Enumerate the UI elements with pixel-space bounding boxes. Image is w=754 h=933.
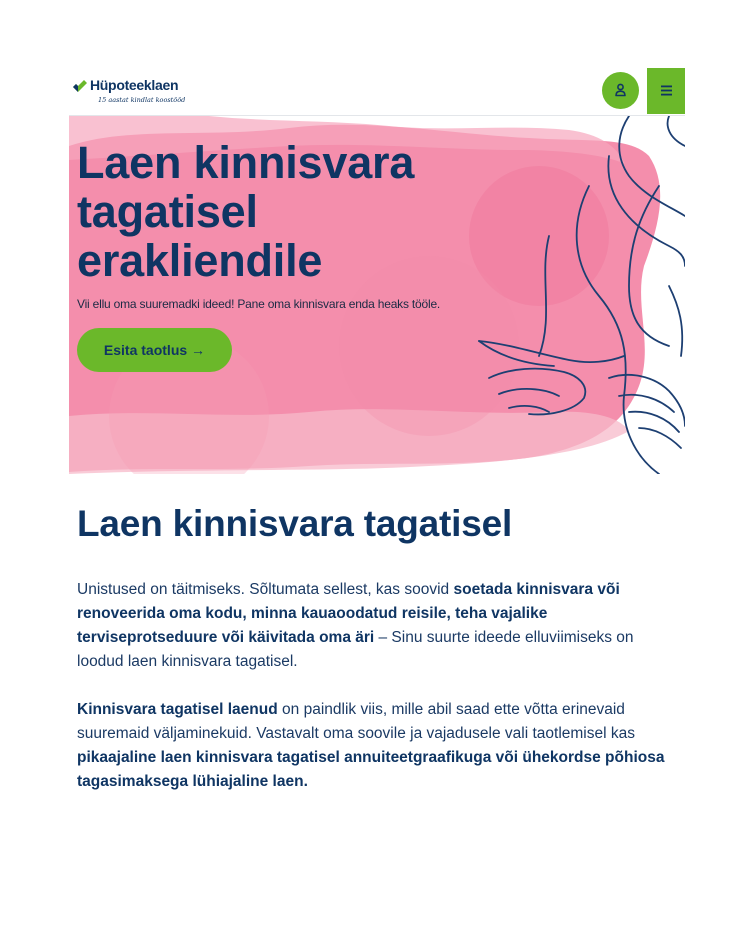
user-icon	[614, 83, 627, 97]
checkmark-diamond-icon	[72, 79, 88, 95]
intro-text-2: – Sinu suurte ideede elluviimiseks on loodud laen kinnisvara tagatisel.	[77, 629, 634, 670]
account-button[interactable]	[602, 72, 639, 109]
main-content	[77, 500, 677, 794]
intro-bold-1: soetada kinnisvara või renoveerida oma kodu, minna kauaoodatud reisile, teha vajalike terviseprotseduure või käivitada oma äri	[77, 581, 620, 646]
menu-button[interactable]	[647, 68, 685, 114]
apply-button[interactable]: Esita taotlus →	[77, 328, 232, 372]
logo-text: Hüpoteeklaen	[90, 77, 179, 93]
site-header	[69, 68, 685, 116]
hero-title: Laen kinnisvara tagatisel erakliendile	[77, 137, 415, 286]
hamburger-menu-icon	[661, 85, 672, 96]
loan-bold-1: Kinnisvara tagatisel laenud	[77, 701, 278, 718]
intro-text-1: Unistused on täitmiseks. Sõltumata sellest, kas soovid	[77, 581, 454, 598]
site-logo[interactable]	[72, 76, 192, 108]
logo-tagline: 15 aastat kindlat koostööd	[98, 96, 186, 104]
section-title: Laen kinnisvara tagatisel	[77, 503, 513, 544]
hero-subtitle: Vii ellu oma suuremadki ideed! Pane oma kinnisvara enda heaks tööle.	[77, 297, 441, 311]
loan-bold-2: pikaajaline laen kinnisvara tagatisel annuiteetgraafikuga või ühekordse põhiosa tagasimaksega lühiajaline laen.	[77, 749, 665, 790]
loan-text-1: on paindlik viis, mille abil saad ette võtta erinevaid suuremaid väljaminekuid. Vastavalt oma soovile ja vajadusele vali taotlemisel kas	[77, 701, 635, 742]
loan-paragraph	[77, 698, 677, 794]
hero-banner	[69, 116, 685, 474]
intro-paragraph	[77, 578, 677, 674]
